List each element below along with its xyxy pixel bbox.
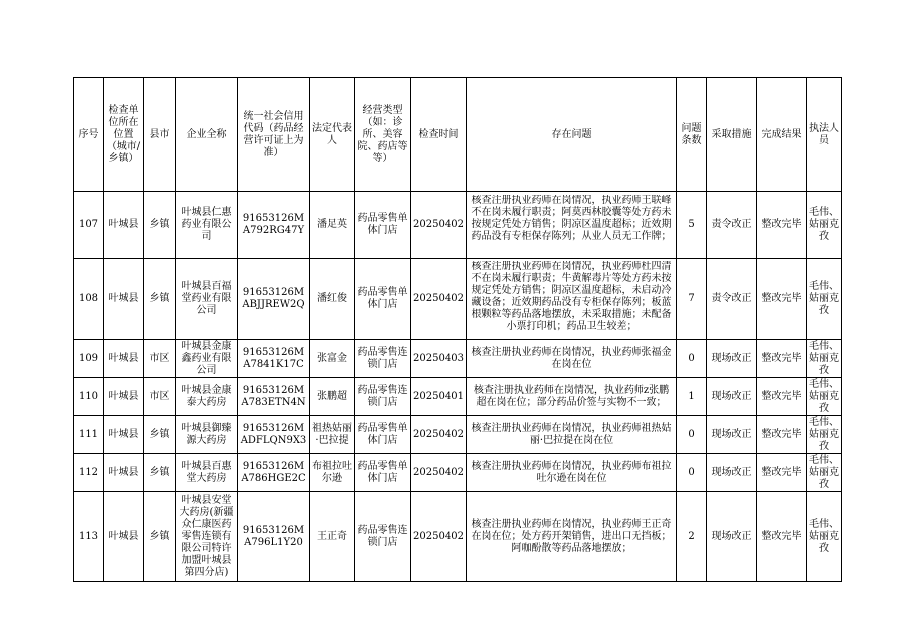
cell-location: 乡镇 [144, 454, 176, 492]
cell-measure: 现场改正 [707, 416, 757, 454]
cell-location: 乡镇 [144, 259, 176, 340]
cell-city: 叶城县 [104, 378, 144, 416]
cell-measure: 责令改正 [707, 259, 757, 340]
cell-issues: 核查注册执业药师在岗情况，执业药师祖热姑丽·巴拉提在岗在位 [467, 416, 677, 454]
cell-count: 5 [677, 192, 707, 259]
cell-business-type: 药品零售单体门店 [355, 192, 411, 259]
cell-credit-code: 91653126MABJJREW2Q [238, 259, 310, 340]
header-date: 检查时间 [411, 78, 467, 192]
cell-city: 叶城县 [104, 416, 144, 454]
cell-count: 7 [677, 259, 707, 340]
cell-location: 市区 [144, 378, 176, 416]
cell-result: 整改完毕 [757, 454, 807, 492]
cell-credit-code: 91653126MA786HGE2C [238, 454, 310, 492]
cell-issues: 核查注册执业药师在岗情况，执业药师z张鹏超在岗在位；部分药品价签与实物不一致； [467, 378, 677, 416]
cell-no: 110 [74, 378, 104, 416]
cell-count: 0 [677, 416, 707, 454]
cell-representative: 张鹏超 [310, 378, 355, 416]
cell-company: 叶城县仁惠药业有限公司 [176, 192, 238, 259]
cell-issues: 核查注册执业药师在岗情况，执业药师王正奇在岗在位；处方药开架销售，进出口无挡板；阿咖酚散等药品落地摆放； [467, 492, 677, 582]
cell-result: 整改完毕 [757, 492, 807, 582]
cell-no: 108 [74, 259, 104, 340]
table-row [74, 259, 842, 340]
header-result: 完成结果 [757, 78, 807, 192]
cell-company: 叶城县百惠堂大药房 [176, 454, 238, 492]
header-company: 企业全称 [176, 78, 238, 192]
cell-date: 20250402 [411, 454, 467, 492]
cell-issues [467, 192, 677, 259]
header-location: 检查单位所在位置（城市/乡镇） [104, 78, 144, 192]
cell-count: 1 [677, 378, 707, 416]
cell-representative: 潘红俊 [310, 259, 355, 340]
header-county: 县市 [144, 78, 176, 192]
cell-measure: 现场改正 [707, 492, 757, 582]
cell-measure: 现场改正 [707, 340, 757, 378]
table-row [74, 340, 842, 378]
issues-text: 核查注册执业药师在岗情况，执业药师杜四清不在岗未履行职责；牛黄解毒片等处方药未按规定凭处方销售；阴凉区温度超标，未启动冷藏设备；近效期药品没有专柜保存陈列；板蓝根颗粒等药品落地摆放，未采取措施；未配备小票打印机；药品卫生较差； [471, 261, 672, 332]
table-row [74, 416, 842, 454]
header-officer: 执法人员 [807, 78, 842, 192]
cell-count: 2 [677, 492, 707, 582]
cell-credit-code: 91653126MADFLQN9X3 [238, 416, 310, 454]
cell-result: 整改完毕 [757, 416, 807, 454]
cell-location: 乡镇 [144, 416, 176, 454]
cell-count: 0 [677, 340, 707, 378]
cell-location: 乡镇 [144, 192, 176, 259]
header-count: 问题条数 [677, 78, 707, 192]
cell-measure: 现场改正 [707, 454, 757, 492]
cell-no: 109 [74, 340, 104, 378]
cell-no: 113 [74, 492, 104, 582]
cell-representative: 潘足英 [310, 192, 355, 259]
cell-city: 叶城县 [104, 192, 144, 259]
cell-measure: 现场改正 [707, 378, 757, 416]
cell-no: 111 [74, 416, 104, 454]
header-no: 序号 [74, 78, 104, 192]
cell-date: 20250403 [411, 340, 467, 378]
cell-officer: 毛伟、姑丽克孜 [807, 378, 842, 416]
header-measure: 采取措施 [707, 78, 757, 192]
cell-date: 20250402 [411, 192, 467, 259]
cell-credit-code: 91653126MA792RG47Y [238, 192, 310, 259]
cell-company: 叶城县金康泰大药房 [176, 378, 238, 416]
cell-credit-code: 91653126MA783ETN4N [238, 378, 310, 416]
cell-business-type: 药品零售单体门店 [355, 416, 411, 454]
cell-company: 叶城县金康鑫药业有限公司 [176, 340, 238, 378]
cell-measure: 责令改正 [707, 192, 757, 259]
cell-representative: 王正奇 [310, 492, 355, 582]
cell-city: 叶城县 [104, 340, 144, 378]
cell-location: 乡镇 [144, 492, 176, 582]
cell-city: 叶城县 [104, 259, 144, 340]
cell-business-type: 药品零售单体门店 [355, 259, 411, 340]
cell-business-type: 药品零售单体门店 [355, 454, 411, 492]
cell-count: 0 [677, 454, 707, 492]
issues-text: 核查注册执业药师在岗情况，执业药师王联峰不在岗未履行职责；阿莫西林胶囊等处方药未按规定凭处方销售；阴凉区温度超标；近效期药品没有专柜保存陈列；从业人员无工作牌； [471, 195, 672, 242]
cell-date: 20250402 [411, 416, 467, 454]
table-row [74, 378, 842, 416]
cell-officer: 毛伟、姑丽克孜 [807, 340, 842, 378]
cell-company: 叶城县百福堂药业有限公司 [176, 259, 238, 340]
header-issues: 存在问题 [467, 78, 677, 192]
table-row [74, 192, 842, 259]
cell-result: 整改完毕 [757, 192, 807, 259]
header-credit-code: 统一社会信用代码（药品经营许可证上为准） [238, 78, 310, 192]
cell-representative: 张富金 [310, 340, 355, 378]
cell-company: 叶城县安堂大药房(新疆众仁康医药零售连锁有限公司特许加盟叶城县第四分店) [176, 492, 238, 582]
header-business-type: 经营类型（如：诊所、美容院、药店等等） [355, 78, 411, 192]
table-row [74, 454, 842, 492]
cell-officer: 毛伟、姑丽克孜 [807, 492, 842, 582]
cell-city: 叶城县 [104, 492, 144, 582]
cell-result: 整改完毕 [757, 259, 807, 340]
cell-officer: 毛伟、姑丽克孜 [807, 454, 842, 492]
cell-credit-code: 91653126MA7841K17C [238, 340, 310, 378]
cell-no: 107 [74, 192, 104, 259]
cell-company: 叶城县御臻源大药房 [176, 416, 238, 454]
table-row [74, 492, 842, 582]
header-row [74, 78, 842, 192]
cell-result: 整改完毕 [757, 340, 807, 378]
cell-date: 20250401 [411, 378, 467, 416]
cell-date: 20250402 [411, 492, 467, 582]
header-representative: 法定代表人 [310, 78, 355, 192]
cell-issues: 核查注册执业药师在岗情况，执业药师张福金在岗在位 [467, 340, 677, 378]
cell-business-type: 药品零售连锁门店 [355, 492, 411, 582]
cell-representative: 祖热姑丽·巴拉提 [310, 416, 355, 454]
cell-result: 整改完毕 [757, 378, 807, 416]
cell-location: 市区 [144, 340, 176, 378]
cell-officer: 毛伟、姑丽克孜 [807, 259, 842, 340]
cell-date: 20250402 [411, 259, 467, 340]
cell-business-type: 药品零售连锁门店 [355, 378, 411, 416]
cell-officer: 毛伟、姑丽克孜 [807, 416, 842, 454]
cell-credit-code: 91653126MA796L1Y20 [238, 492, 310, 582]
cell-business-type: 药品零售连锁门店 [355, 340, 411, 378]
inspection-table [73, 77, 842, 582]
cell-no: 112 [74, 454, 104, 492]
cell-officer: 毛伟、姑丽克孜 [807, 192, 842, 259]
cell-issues: 核查注册执业药师在岗情况，执业药师布祖拉吐尔逊在岗在位 [467, 454, 677, 492]
cell-representative: 布祖拉吐尔逊 [310, 454, 355, 492]
cell-issues [467, 259, 677, 340]
cell-city: 叶城县 [104, 454, 144, 492]
